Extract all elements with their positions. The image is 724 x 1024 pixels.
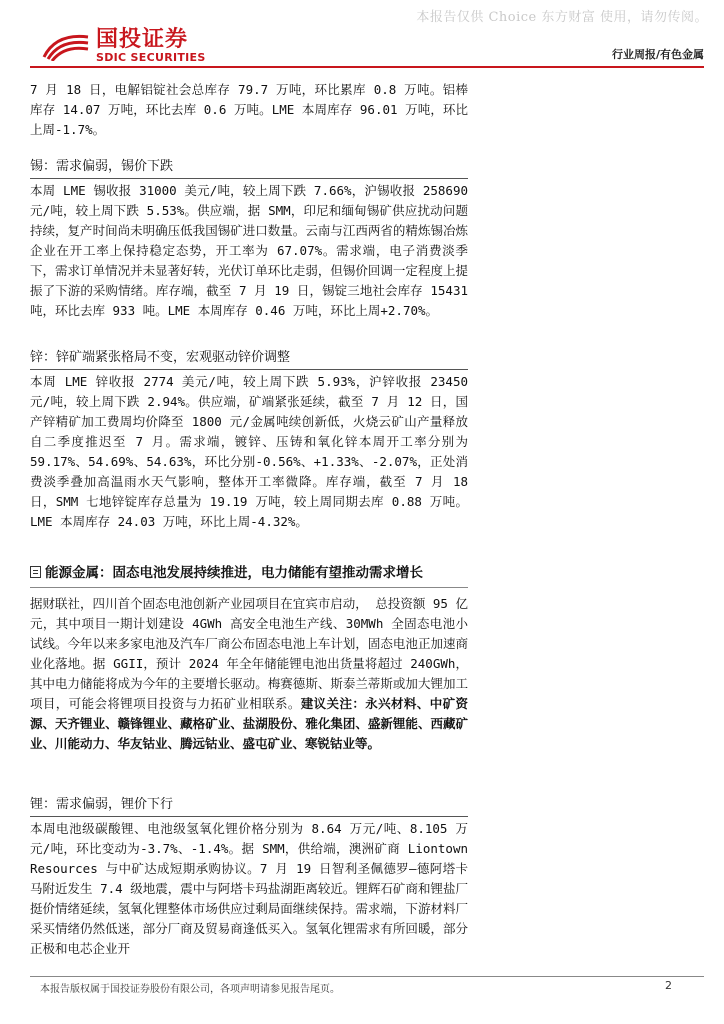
logo-name-cn: 国投证券	[96, 27, 189, 52]
company-logo	[42, 28, 206, 64]
footer-disclaimer: 本报告版权属于国投证券股份有限公司，各项声明请参见报告尾页。	[40, 984, 340, 995]
page-number: 2	[665, 979, 672, 992]
tin-paragraph: 本周 LME 锡收报 31000 美元/吨，较上周下跌 7.66%，沪锡收报 258690 元/吨，较上周下跌 5.53%。供应端，据 SMM，印尼和缅甸锡矿供应扰动问题持续，复产时间尚未明确压低我国锡矿进口数量。云南与江西两省的精炼锡冶炼企业在开工率上保持稳定态势，开工率为 67.07%。需求端，电子消费淡季下，需求订单情况并未显著好转，光伏订单环比走弱，但锡价回调一定程度上提振了下游的采购情绪。库存端，截至 7 月 19 日，锡锭三地社会库存 15431 吨，环比去库 933 吨。LME 本周库存 0.46 万吨，环比上周+2.70%。	[30, 183, 468, 318]
energy-paragraph	[30, 594, 468, 754]
energy-body: 据财联社，四川首个固态电池创新产业园项目在宜宾市启动， 总投资额 95 亿元，其中项目一期计划建设 4GWh 高安全电池生产线、30MWh 全固态电池小试线。今年以来多家电池及汽车厂商公布固态电池上车计划，固态电池正加速商业化落地。据 GGII，预计 2024 年全年储能锂电池出货量将超过 240GWh，其中电力储能将成为今年的主要增长驱动。梅赛德斯、斯泰兰蒂斯或加大锂加工项目，可能会将锂项目投资与力拓矿业相联系。	[30, 596, 468, 711]
energy-heading	[30, 563, 468, 588]
header-divider	[30, 66, 704, 68]
energy-metals-section	[30, 563, 468, 754]
aluminum-paragraph: 7 月 18 日，电解铝锭社会总库存 79.7 万吨，环比累库 0.8 万吨。铝棒库存 14.07 万吨，环比去库 0.6 万吨。LME 本周库存 96.01 万吨，环比上周-1.7%。	[30, 82, 468, 137]
tin-section	[30, 157, 468, 321]
lithium-section	[30, 795, 468, 959]
lithium-heading: 锂：需求偏弱，锂价下行	[30, 795, 468, 817]
zinc-section	[30, 348, 468, 532]
report-type: 行业周报/有色金属	[611, 48, 704, 61]
zinc-paragraph: 本周 LME 锌收报 2774 美元/吨，较上周下跌 5.93%，沪锌收报 23450 元/吨，较上周下跌 2.94%。供应端，矿端紧张延续，截至 7 月 12 日，国产锌精矿加工费周均价降至 1800 元/金属吨续创新低，火烧云矿山产量释放自二季度推迟至 7 月。需求端，镀锌、压铸和氧化锌本周开工率分别为 59.17%、54.69%、54.63%，环比分别-0.56%、+1.33%、-2.07%，正处消费淡季叠加高温雨水天气影响，整体开工率微降。库存端，截至 7 月 18 日，SMM 七地锌锭库存总量为 19.19 万吨，较上周同期去库 0.88 万吨。LME 本周库存 24.03 万吨，环比上周-4.32%。	[30, 374, 468, 529]
lithium-paragraph: 本周电池级碳酸锂、电池级氢氧化锂价格分别为 8.64 万元/吨、8.105 万元/吨，环比变动为-3.7%、-1.4%。据 SMM，供给端，澳洲矿商 Liontown Resources 与中矿达成短期承购协议。7 月 19 日智利圣佩德罗—德阿塔卡马附近发生 7.4 级地震，震中与阿塔卡玛盐湖距离较近。锂辉石矿商和锂盐厂挺价情绪延续，氢氧化锂整体市场供应过剩局面继续保持。需求端，下游材料厂采买情绪仍然低迷，部分厂商及贸易商逢低买入。氢氧化锂需求有所回暖，部分正极和电芯企业开	[30, 821, 468, 956]
tin-heading: 锡：需求偏弱，锡价下跌	[30, 157, 468, 179]
logo-emblem-icon	[42, 31, 90, 61]
watermark: 本报告仅供 Choice 东方财富 使用，请勿传阅。	[416, 10, 708, 25]
section-list-icon	[30, 566, 41, 578]
footer-divider	[30, 976, 704, 977]
logo-name-en: SDIC SECURITIES	[96, 51, 206, 64]
energy-heading-text: 能源金属：固态电池发展持续推进，电力储能有望推动需求增长	[45, 565, 423, 581]
aluminum-section-tail	[30, 80, 468, 140]
energy-recommendation: 建议关注：永兴材料、中矿资源、天齐锂业、赣锋锂业、藏格矿业、盐湖股份、雅化集团、盛新锂能、西藏矿业、川能动力、华友钴业、腾远钴业、盛屯矿业、寒锐钴业等。	[30, 696, 468, 751]
zinc-heading: 锌：锌矿端紧张格局不变，宏观驱动锌价调整	[30, 348, 468, 370]
